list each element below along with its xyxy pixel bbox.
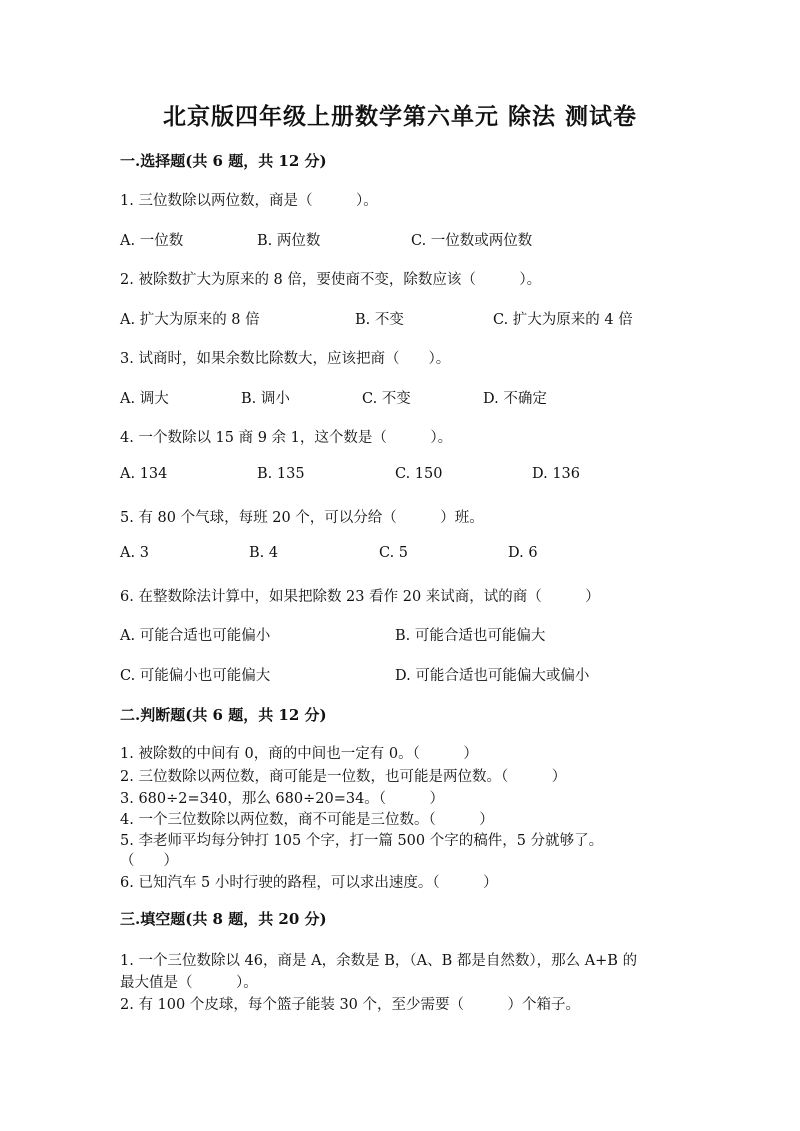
- q5-option-d: D. 6: [508, 545, 538, 561]
- q2-option-b: B. 不变: [355, 312, 404, 328]
- question-3: 3. 试商时，如果余数比除数大，应该把商（ ）。: [120, 351, 451, 367]
- q3-option-d: D. 不确定: [483, 391, 547, 407]
- judge-item: 3. 680÷2=340，那么 680÷20=34。（ ）: [120, 791, 445, 807]
- q4-option-c: C. 150: [395, 466, 443, 482]
- fill-item: 1. 一个三位数除以 46，商是 A，余数是 B，（A、B 都是自然数），那么 A+B 的: [120, 953, 638, 969]
- section-heading-choice: 一.选择题(共 6 题，共 12 分): [120, 152, 327, 170]
- q1-option-a: A. 一位数: [120, 233, 184, 249]
- q2-option-a: A. 扩大为原来的 8 倍: [120, 312, 260, 328]
- q1-option-b: B. 两位数: [257, 233, 321, 249]
- judge-item: 5. 李老师平均每分钟打 105 个字，打一篇 500 个字的稿件，5 分就够了。: [120, 833, 604, 849]
- q6-option-c: C. 可能偏小也可能偏大: [120, 668, 271, 684]
- q3-option-a: A. 调大: [120, 391, 169, 407]
- page-title: 北京版四年级上册数学第六单元 除法 测试卷: [162, 103, 637, 130]
- fill-item-continuation: 最大值是（ ）。: [120, 975, 258, 991]
- q5-option-a: A. 3: [120, 545, 149, 561]
- q3-option-c: C. 不变: [362, 391, 411, 407]
- q6-option-a: A. 可能合适也可能偏小: [120, 628, 271, 644]
- judge-item: 1. 被除数的中间有 0，商的中间也一定有 0。（ ）: [120, 746, 478, 762]
- question-4: 4. 一个数除以 15 商 9 余 1，这个数是（ ）。: [120, 430, 453, 446]
- q5-option-c: C. 5: [379, 545, 409, 561]
- judge-item-continuation: （ ）: [120, 853, 178, 869]
- judge-item: 4. 一个三位数除以两位数，商不可能是三位数。（ ）: [120, 812, 494, 828]
- q5-option-b: B. 4: [249, 545, 279, 561]
- q3-option-b: B. 调小: [241, 391, 290, 407]
- question-2: 2. 被除数扩大为原来的 8 倍，要使商不变，除数应该（ ）。: [120, 272, 542, 288]
- q2-option-c: C. 扩大为原来的 4 倍: [493, 312, 633, 328]
- q6-option-b: B. 可能合适也可能偏大: [395, 628, 546, 644]
- q4-option-a: A. 134: [120, 466, 168, 482]
- judge-item: 6. 已知汽车 5 小时行驶的路程，可以求出速度。（ ）: [120, 875, 498, 891]
- section-heading-fill: 三.填空题(共 8 题，共 20 分): [120, 910, 327, 928]
- q4-option-b: B. 135: [257, 466, 305, 482]
- question-5: 5. 有 80 个气球，每班 20 个，可以分给（ ）班。: [120, 510, 484, 526]
- q1-option-c: C. 一位数或两位数: [411, 233, 533, 249]
- section-heading-judge: 二.判断题(共 6 题，共 12 分): [120, 706, 327, 724]
- q4-option-d: D. 136: [532, 466, 581, 482]
- question-6: 6. 在整数除法计算中，如果把除数 23 看作 20 来试商，试的商（ ）: [120, 589, 600, 605]
- judge-item: 2. 三位数除以两位数，商可能是一位数，也可能是两位数。（ ）: [120, 769, 567, 785]
- question-1: 1. 三位数除以两位数，商是（ ）。: [120, 193, 378, 209]
- fill-item: 2. 有 100 个皮球，每个篮子能装 30 个，至少需要（ ）个箱子。: [120, 997, 581, 1013]
- q6-option-d: D. 可能合适也可能偏大或偏小: [395, 668, 590, 684]
